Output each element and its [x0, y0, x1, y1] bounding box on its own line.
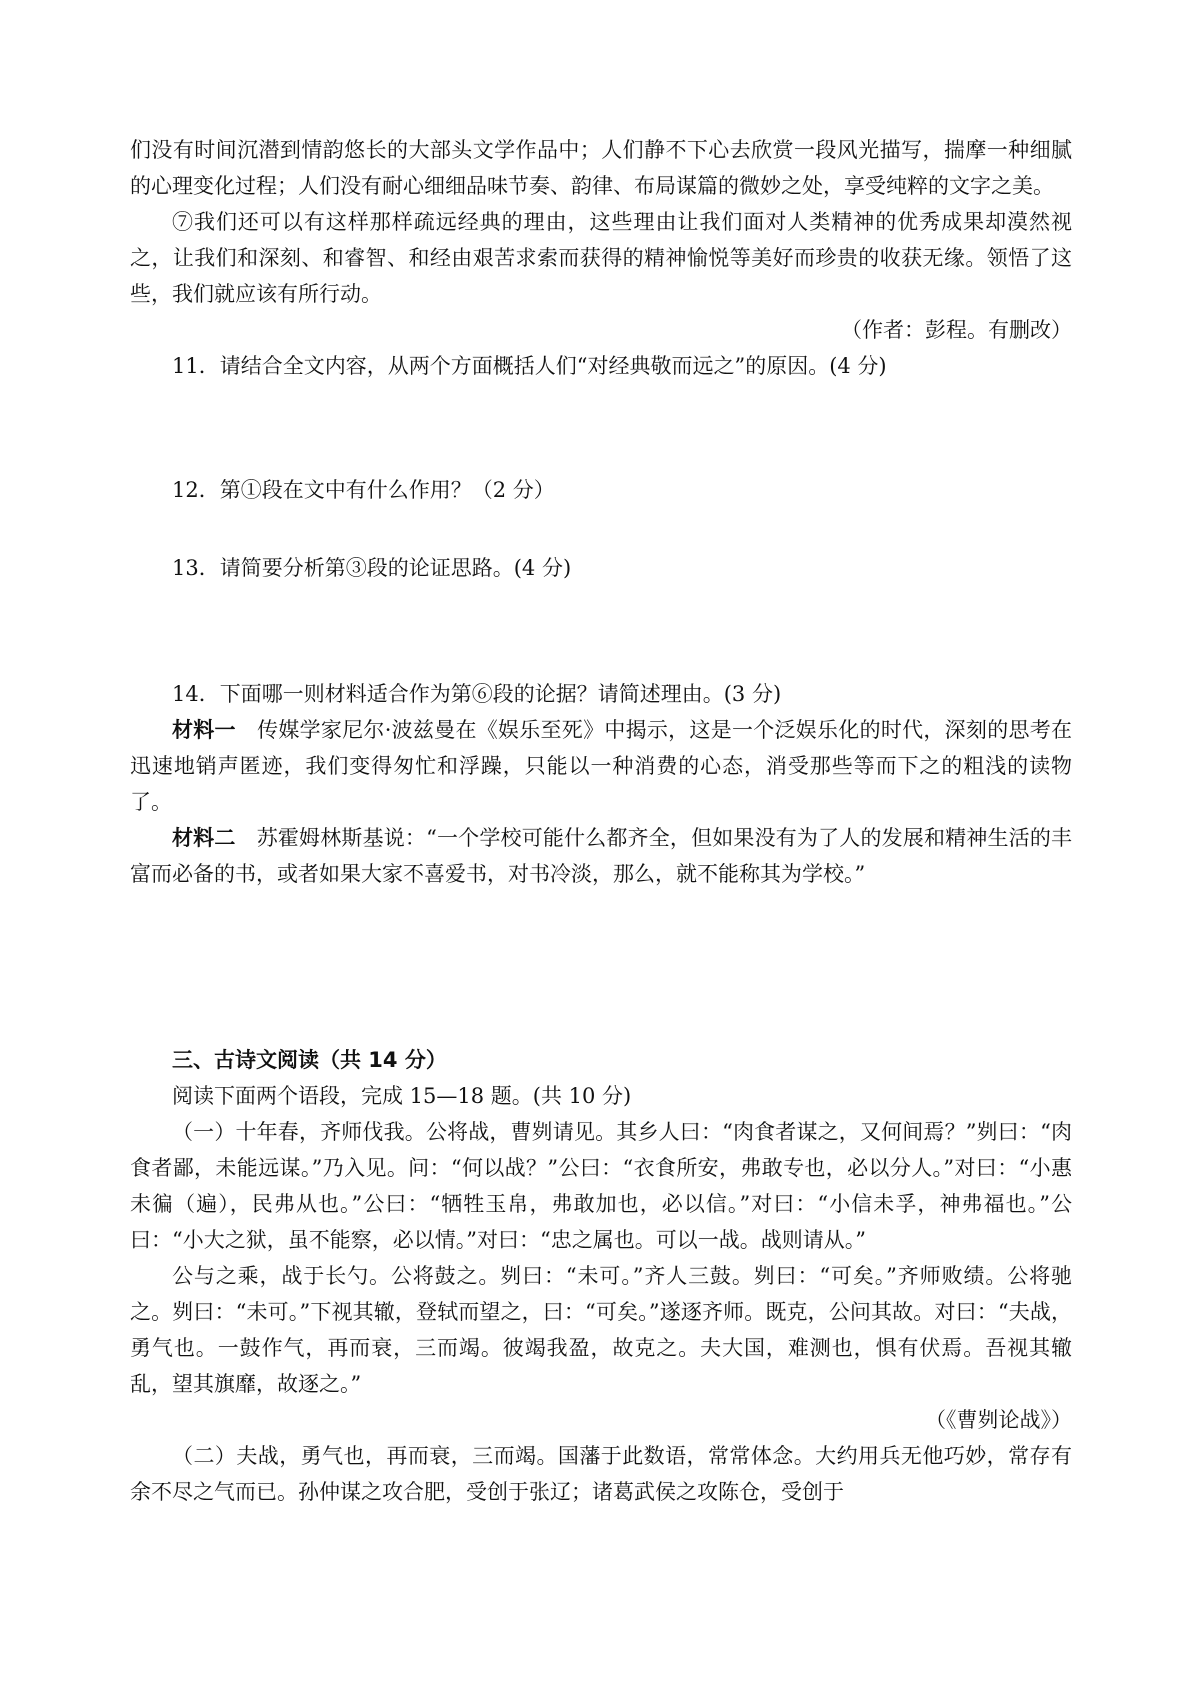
question-12: 12．第①段在文中有什么作用？（2 分） [172, 478, 555, 502]
question-14: 14．下面哪一则材料适合作为第⑥段的论据？请简述理由。(3 分) [172, 682, 782, 706]
material-1-text: 传媒学家尼尔·波兹曼在《娱乐至死》中揭示，这是一个泛娱乐化的时代，深刻的思考在迅速地销声匿迹，我们变得匆忙和浮躁，只能以一种消费的心态，消受那些等而下之的粗浅的读物了。 [130, 718, 1073, 814]
question-13: 13．请简要分析第③段的论证思路。(4 分) [172, 556, 572, 580]
exam-page [130, 132, 1072, 1510]
material-2-text: 苏霍姆林斯基说：“一个学校可能什么都齐全，但如果没有为了人的发展和精神生活的丰富而必备的书，或者如果大家不喜爱书，对书冷淡，那么，就不能称其为学校。” [130, 826, 1073, 886]
passage-1-source: （《曹刿论战》） [925, 1408, 1072, 1432]
passage-2-paragraph-1: （二）夫战，勇气也，再而衰，三而竭。国藩于此数语，常常体念。大约用兵无他巧妙，常存有余不尽之气而已。孙仲谋之攻合肥，受创于张辽；诸葛武侯之攻陈仓，受创于 [130, 1444, 1072, 1504]
essay-paragraph-7: ⑦我们还可以有这样那样疏远经典的理由，这些理由让我们面对人类精神的优秀成果却漠然视之，让我们和深刻、和睿智、和经由艰苦求索而获得的精神愉悦等美好而珍贵的收获无缘。领悟了这些，我们就应该有所行动。 [130, 210, 1072, 306]
material-2-label: 材料二 [172, 826, 236, 850]
answer-space-13 [130, 586, 1072, 676]
material-1-label: 材料一 [172, 718, 236, 742]
essay-author: （作者：彭程。有删改） [841, 318, 1072, 342]
answer-space-12 [130, 508, 1072, 550]
essay-paragraph-continued: 们没有时间沉潜到情韵悠长的大部头文学作品中；人们静不下心去欣赏一段风光描写，揣摩一种细腻的心理变化过程；人们没有耐心细细品味节奏、韵律、布局谋篇的微妙之处，享受纯粹的文字之美。 [130, 138, 1072, 198]
answer-space-11 [130, 384, 1072, 472]
section-3-title: 三、古诗文阅读（共 14 分） [172, 1048, 447, 1072]
question-11: 11．请结合全文内容，从两个方面概括人们“对经典敬而远之”的原因。(4 分) [172, 354, 887, 378]
passage-1-paragraph-1: （一）十年春，齐师伐我。公将战，曹刿请见。其乡人曰：“肉食者谋之，又何间焉？”刿曰：“肉食者鄙，未能远谋。”乃入见。问：“何以战？”公曰：“衣食所安，弗敢专也，必以分人。”对曰：“小惠未徧（遍），民弗从也。”公曰：“牺牲玉帛，弗敢加也，必以信。”对曰：“小信未孚，神弗福也。”公曰：“小大之狱，虽不能察，必以情。”对曰：“忠之属也。可以一战。战则请从。” [130, 1120, 1072, 1252]
material-1 [130, 712, 1072, 820]
material-2 [130, 820, 1072, 892]
section-3-instruction: 阅读下面两个语段，完成 15—18 题。(共 10 分) [172, 1084, 632, 1108]
passage-1-paragraph-2: 公与之乘，战于长勺。公将鼓之。刿曰：“未可。”齐人三鼓。刿曰：“可矣。”齐师败绩。公将驰之。刿曰：“未可。”下视其辙，登轼而望之，曰：“可矣。”遂逐齐师。既克，公问其故。对曰：“夫战，勇气也。一鼓作气，再而衰，三而竭。彼竭我盈，故克之。夫大国，难测也，惧有伏焉。吾视其辙乱，望其旗靡，故逐之。” [130, 1264, 1072, 1396]
section-gap [130, 892, 1072, 1042]
